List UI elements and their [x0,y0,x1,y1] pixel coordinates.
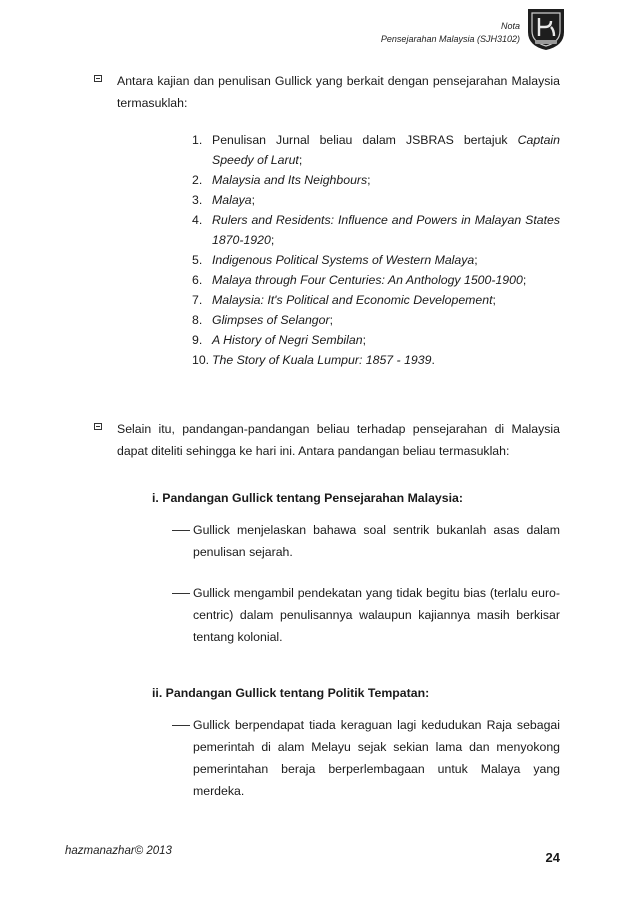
work-item [192,210,560,250]
work-title: The Story of Kuala Lumpur: 1857 - 1939 [212,353,432,367]
section-heading-politik: ii. Pandangan Gullick tentang Politik Tempatan: [152,686,430,700]
second-paragraph: Selain itu, pandangan-pandangan beliau terhadap pensejarahan di Malaysia dapat diteliti sehingga ke hari ini. Antara pandangan beliau termasuklah: [117,422,560,458]
work-prefix: Penulisan Jurnal beliau dalam JSBRAS bertajuk [212,133,518,147]
work-item [192,330,560,350]
work-item [192,270,560,290]
view-point: Gullick mengambil pendekatan yang tidak begitu bias (terlalu euro-centric) dalam penulisannya walaupun kajiannya masih berkisar tentang kolonial. [193,586,560,644]
work-title: Captain Speedy of Larut [212,133,560,167]
page-header [381,20,520,46]
header-nota: Nota [500,21,520,31]
work-number: 5. [192,253,203,267]
work-suffix: ; [251,193,256,207]
work-number: 8. [192,313,203,327]
work-suffix: ; [522,273,527,287]
work-suffix: ; [298,153,303,167]
work-suffix: ; [329,313,333,327]
work-title: A History of Negri Sembilan [212,333,363,347]
footer-author: hazmanazhar© 2013 [65,845,172,857]
institution-logo-icon [524,6,568,52]
work-item [192,310,560,330]
work-title: Indigenous Political Systems of Western Malaya [212,253,475,267]
dash-icon [172,593,190,594]
work-item [192,250,560,270]
work-title: Malaysia and Its Neighbours [212,173,368,187]
view-point: Gullick menjelaskan bahawa soal sentrik bukanlah asas dalam penulisan sejarah. [193,523,560,559]
dash-icon [172,530,190,531]
work-item [192,130,560,170]
work-title: Glimpses of Selangor [212,313,330,327]
work-item [192,170,560,190]
bullet-icon [94,423,102,430]
page-number: 24 [545,850,560,865]
work-item [192,350,560,370]
work-item [192,290,560,310]
work-suffix: ; [474,253,478,267]
work-number: 4. [192,213,203,227]
work-title: Malaya through Four Centuries: An Anthology 1500-1900 [212,273,523,287]
work-item [192,190,560,210]
view-point: Gullick berpendapat tiada keraguan lagi kedudukan Raja sebagai pemerintah di alam Melayu sejak sekian lama dan menyokong pemerintahan beraja berperlembagaan untuk Malaya yang merdeka. [193,718,560,798]
dash-icon [172,725,190,726]
work-suffix: ; [367,173,371,187]
work-suffix: ; [362,333,366,347]
work-number: 1. [192,133,203,147]
bullet-icon [94,75,102,82]
work-suffix: ; [492,293,496,307]
work-title: Malaysia: It's Political and Economic Developement [212,293,493,307]
works-list [192,130,560,370]
work-number: 9. [192,333,203,347]
work-suffix: . [431,353,435,367]
section-heading-pensejarahan: i. Pandangan Gullick tentang Pensejarahan Malaysia: [152,491,463,505]
work-number: 3. [192,193,203,207]
work-title: Malaya [212,193,252,207]
work-title: Rulers and Residents: Influence and Powers in Malayan States 1870-1920 [212,213,560,247]
intro-paragraph: Antara kajian dan penulisan Gullick yang berkait dengan pensejarahan Malaysia termasuklah: [117,74,560,110]
header-course: Pensejarahan Malaysia (SJH3102) [380,34,520,44]
work-suffix: ; [270,233,275,247]
work-number: 10. [192,353,210,367]
work-number: 6. [192,273,203,287]
work-number: 2. [192,173,203,187]
work-number: 7. [192,293,203,307]
